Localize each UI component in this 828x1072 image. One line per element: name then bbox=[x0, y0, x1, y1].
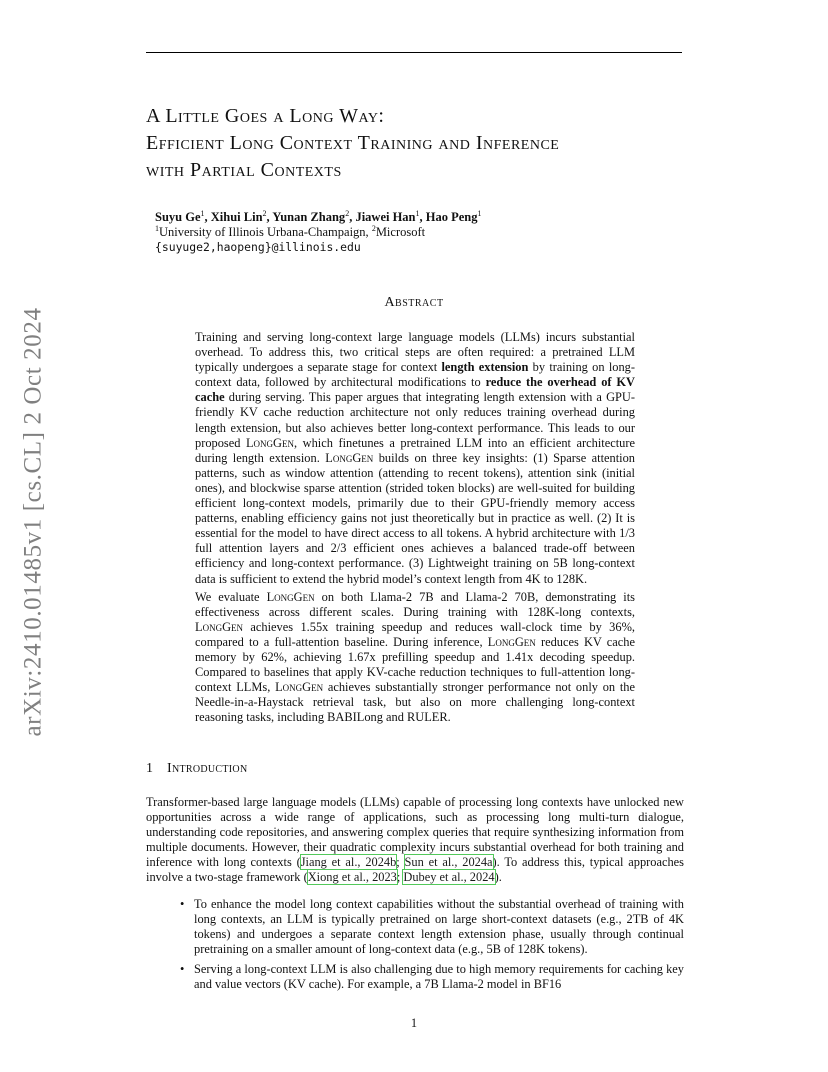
author-separator: , bbox=[419, 210, 426, 225]
section-title: Introduction bbox=[167, 761, 248, 776]
abstract-body bbox=[195, 330, 635, 728]
author-affiliation-mark: 2 bbox=[345, 209, 350, 218]
affiliation-mark: 2 bbox=[371, 224, 376, 233]
arxiv-identifier[interactable]: arXiv:2410.01485v1 [cs.CL] 2 Oct 2024 bbox=[20, 307, 47, 737]
list-item-text: To enhance the model long context capabilities without the substantial overhead of training with long contexts, an LLM is typically pretrained on large short-context datasets (e.g., 2TB of 4K tokens) and undergoes a separate context length extension phase, usually through continual pretraining on a smaller amount of long-context data (e.g., 5B of 128K tokens). bbox=[194, 897, 684, 957]
affiliation-mark: 1 bbox=[155, 224, 159, 233]
body-text: ; bbox=[396, 870, 404, 885]
affiliations bbox=[155, 224, 425, 240]
body-text: ). To address this, typical approaches involve a two-stage framework ( bbox=[146, 855, 684, 885]
abstract-text: by training on long-context data, followed by architectural modifications to bbox=[195, 360, 635, 390]
abstract-heading: Abstract bbox=[384, 295, 444, 310]
citation-link[interactable]: Dubey et al., 2024 bbox=[403, 870, 495, 885]
page-number: 1 bbox=[410, 1016, 418, 1030]
author-affiliation-mark: 1 bbox=[415, 209, 420, 218]
arxiv-sidebar-stamp bbox=[14, 296, 54, 748]
bullet-symbol: • bbox=[180, 897, 185, 911]
body-text: ). bbox=[494, 870, 502, 885]
bullet-symbol: • bbox=[180, 962, 185, 977]
citation-link[interactable]: Xiong et al., 2023 bbox=[307, 870, 397, 885]
method-name: LongGen bbox=[275, 680, 324, 695]
author-list bbox=[155, 206, 482, 225]
method-name: LongGen bbox=[487, 634, 536, 649]
author-name: Yunan Zhang bbox=[272, 210, 346, 225]
paper-title bbox=[146, 103, 706, 184]
abstract-paragraph-2 bbox=[195, 590, 635, 726]
list-item bbox=[178, 897, 684, 957]
abstract-paragraph-1 bbox=[195, 330, 635, 587]
abstract-emphasis: reduce the overhead of KV cache bbox=[195, 375, 635, 405]
abstract-text: , which finetunes a pretrained LLM into an efficient architecture during length extension. bbox=[195, 435, 635, 465]
title-line-2: Efficient Long Context Training and Inference bbox=[146, 132, 560, 154]
section-number: 1 bbox=[146, 761, 153, 776]
abstract-text: We evaluate bbox=[195, 589, 267, 604]
method-name: LongGen bbox=[245, 435, 294, 450]
author-name: Xihui Lin bbox=[210, 210, 263, 225]
list-item-text: Serving a long-context LLM is also challenging due to high memory requirements for caching key and value vectors (KV cache). For example, a 7B Llama-2 model in BF16 bbox=[194, 962, 684, 992]
citation-link[interactable]: Jiang et al., 2024b bbox=[300, 855, 397, 870]
abstract-text: on both Llama-2 7B and Llama-2 70B, demonstrating its effectiveness across different scales. During training with 128K-long contexts, bbox=[195, 589, 636, 619]
affiliation-uiuc: University of Illinois Urbana-Champaign, bbox=[159, 225, 372, 240]
abstract-text: builds on three key insights: (1) Sparse attention patterns, such as window attention (attending to recent tokens), attention sink (initial ones), and blockwise sparse attention (strided token blocks) are well-suited for building efficient long-context models, primarily due to their GPU-friendly memory access patterns, enabling efficiency gains not just theoretically but in practice as well. (2) It is essential for the model to have direct access to all tokens. A hybrid architecture with 1/3 full attention layers and 2/3 efficient ones achieves a balanced trade-off between efficiency and long-context performance. (3) Lightweight training on 5B long-context data is sufficient to extend the hybrid model’s context length from 4K to 128K. bbox=[195, 450, 635, 586]
introduction-paragraph bbox=[146, 795, 684, 886]
abstract-text: reduces KV cache memory by 62%, achieving 1.67x prefilling speedup and 1.41x decoding speedup. Compared to baselines that apply KV-cache reduction techniques to full-attention long-context LLMs, bbox=[195, 634, 636, 695]
citation-link[interactable]: Sun et al., 2024a bbox=[404, 855, 493, 870]
abstract-text: during serving. This paper argues that integrating length extension with a GPU-friendly KV cache reduction architecture not only reduces training overhead during length extension, but also achieves better long-context performance. This leads to our proposed bbox=[195, 390, 635, 450]
affiliation-microsoft: Microsoft bbox=[375, 225, 426, 240]
bullet-list bbox=[178, 897, 684, 998]
section-heading-introduction bbox=[146, 761, 247, 777]
author-email[interactable]: {suyuge2,haopeng}@illinois.edu bbox=[155, 240, 361, 254]
author-affiliation-mark: 1 bbox=[477, 209, 482, 218]
author-name: Hao Peng bbox=[425, 210, 478, 225]
author-separator: , bbox=[204, 210, 211, 225]
author-name: Suyu Ge bbox=[155, 210, 201, 225]
author-separator: , bbox=[349, 210, 356, 225]
body-text: ; bbox=[396, 855, 405, 870]
abstract-text: Training and serving long-context large language models (LLMs) incurs substantial overhead. To address this, two critical steps are often required: a pretrained LLM typically undergoes a separate stage for context bbox=[195, 330, 635, 375]
top-rule bbox=[146, 52, 682, 53]
author-affiliation-mark: 1 bbox=[200, 209, 205, 218]
abstract-text: achieves substantially stronger performance not only on the Needle-in-a-Haystack retrieval task, but also on more challenging long-context reasoning tasks, including BABILong and RULER. bbox=[195, 680, 635, 725]
author-name: Jiawei Han bbox=[355, 210, 416, 225]
body-text: Transformer-based large language models (LLMs) capable of processing long contexts have unlocked new opportunities across a wide range of applications, such as processing long multi-turn dialogue, understanding code repositories, and answering complex queries that require synthesizing information from multiple documents. However, their quadratic complexity incurs substantial overhead for both training and inference with long contexts ( bbox=[146, 795, 684, 870]
author-separator: , bbox=[266, 210, 273, 225]
abstract-text: achieves 1.55x training speedup and reduces wall-clock time by 36%, compared to a full-attention baseline. During inference, bbox=[195, 619, 635, 649]
title-line-1: A Little Goes a Long Way: bbox=[146, 105, 385, 127]
list-item bbox=[178, 962, 684, 992]
author-affiliation-mark: 2 bbox=[262, 209, 267, 218]
method-name: LongGen bbox=[266, 589, 315, 604]
method-name: LongGen bbox=[325, 450, 374, 465]
title-line-3: with Partial Contexts bbox=[146, 159, 342, 181]
method-name: LongGen bbox=[195, 619, 244, 634]
abstract-emphasis: length extension bbox=[441, 360, 529, 375]
